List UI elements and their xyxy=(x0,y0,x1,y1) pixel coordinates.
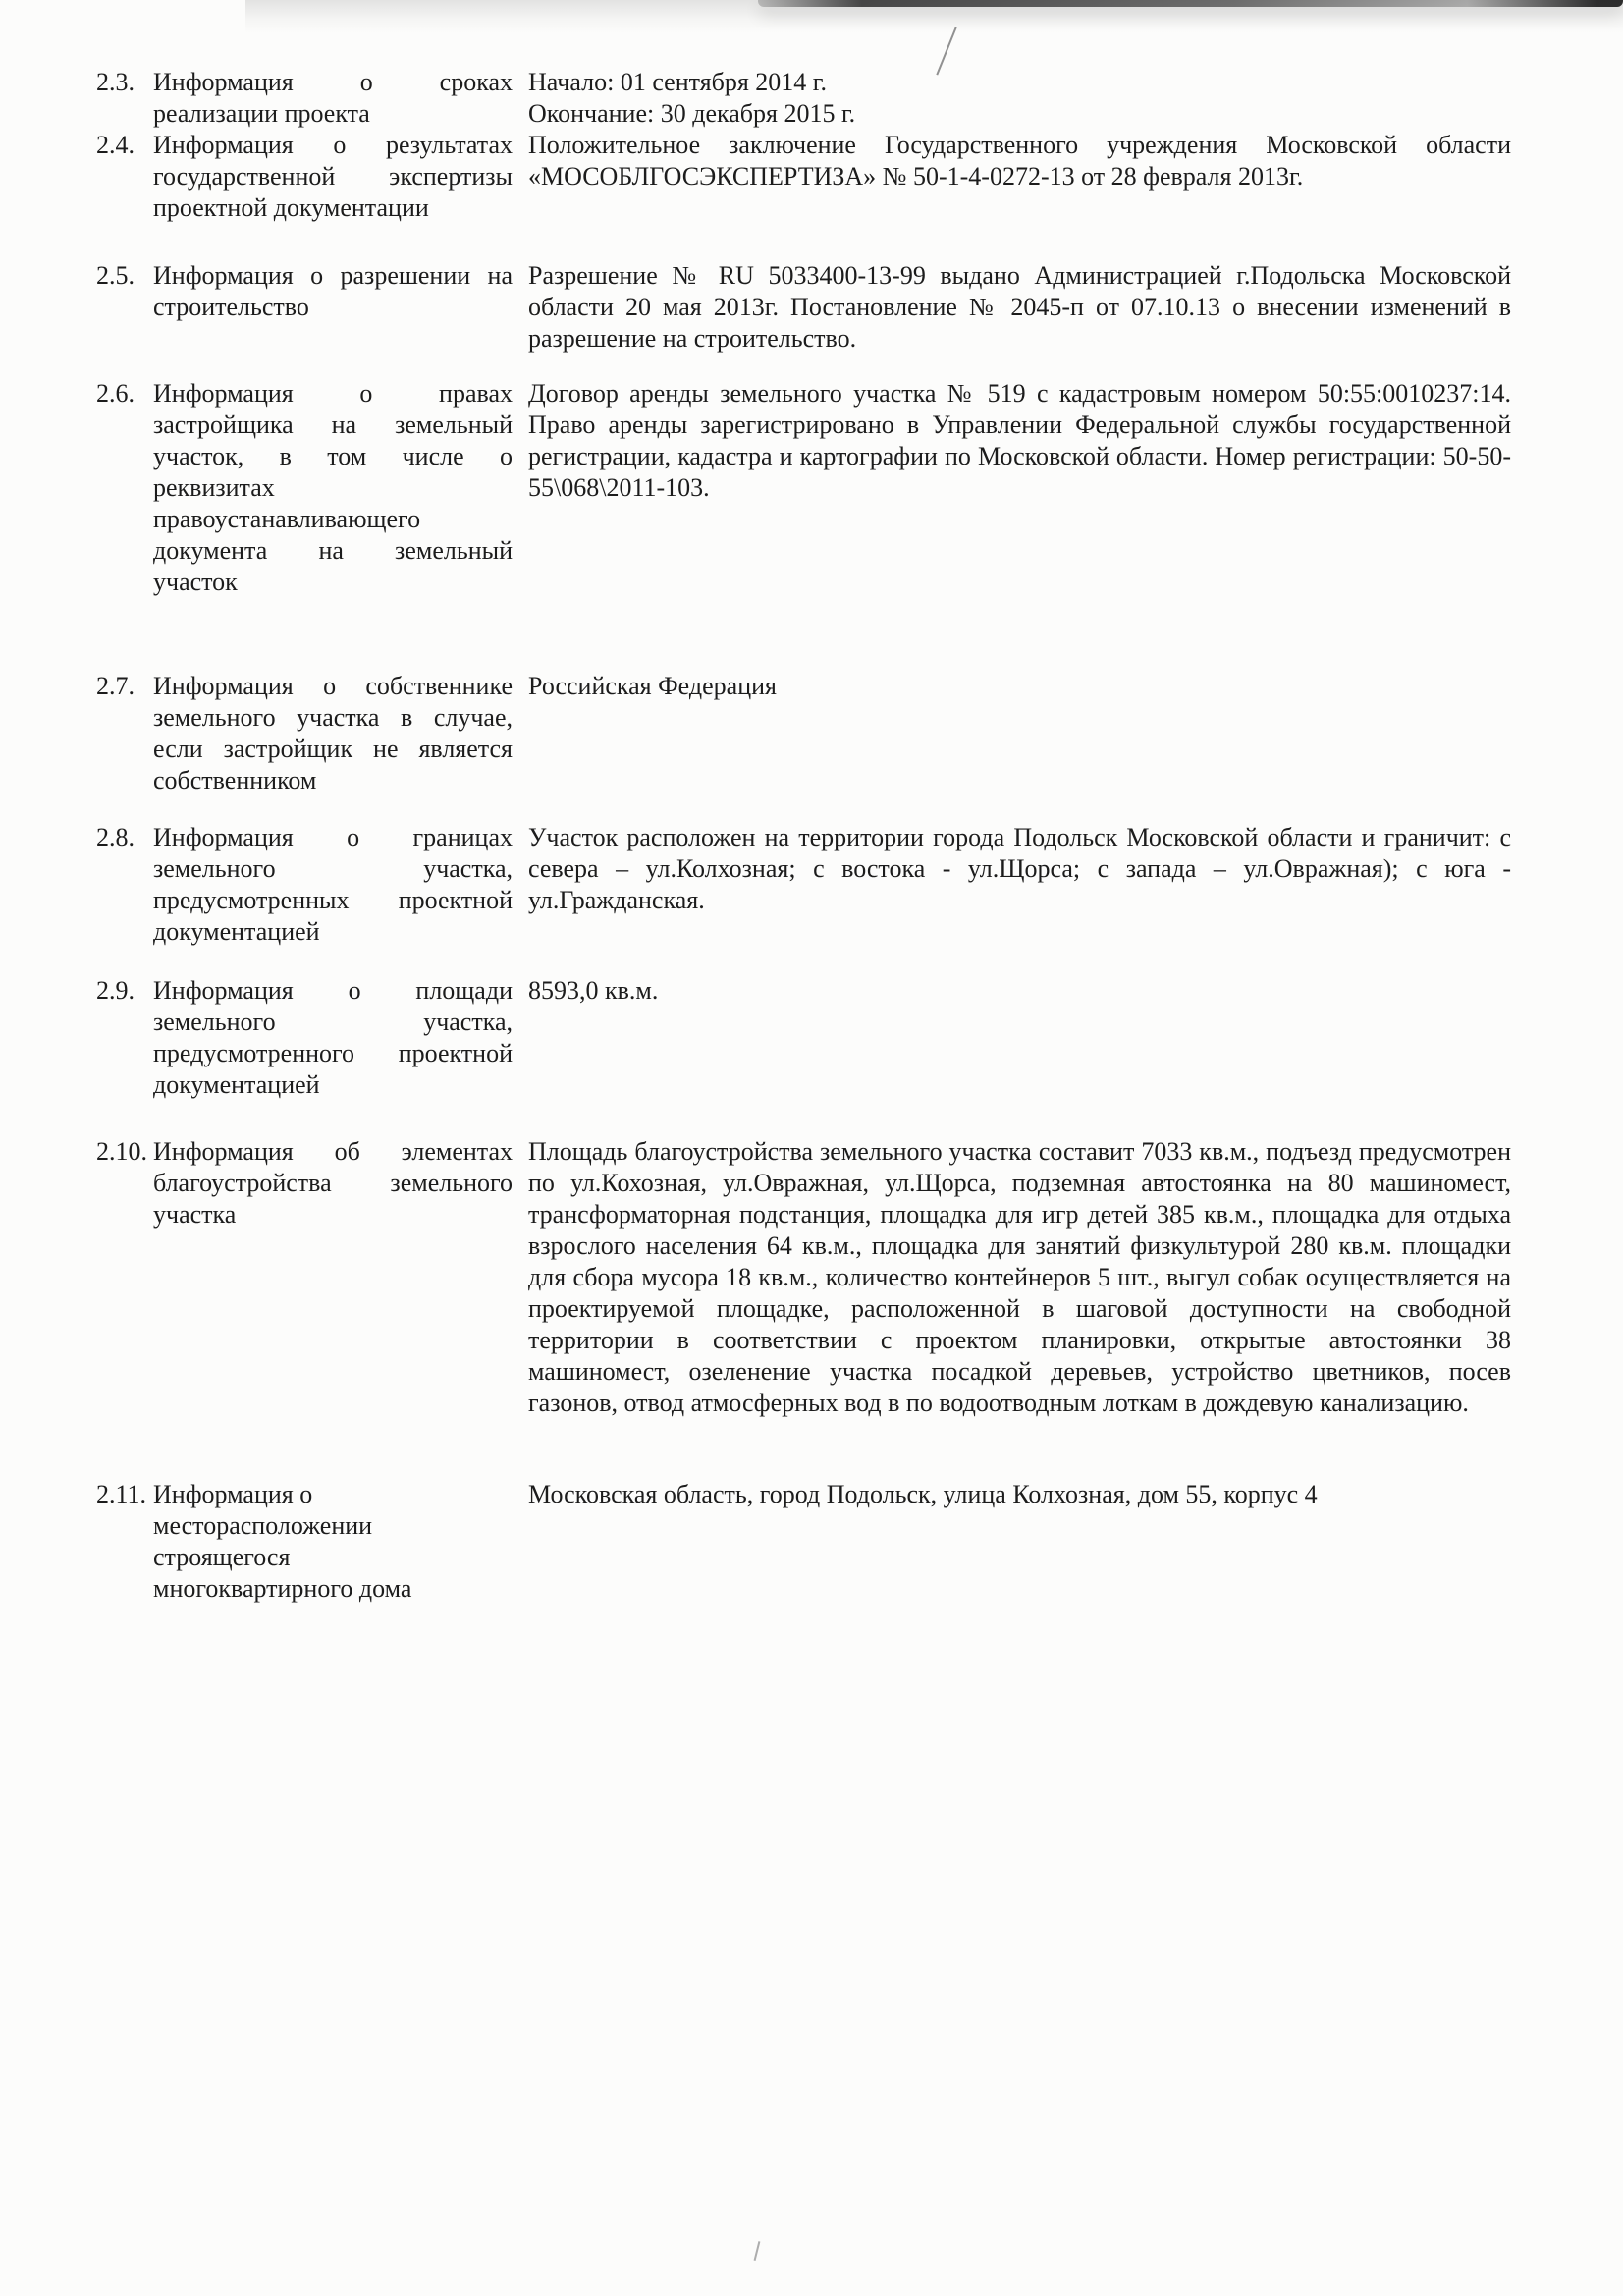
table-row xyxy=(96,671,1525,796)
value-line: Положительное заключение Государственного учреждения Московской области «МОСОБЛГОСЭКСПЕРТИЗА» № 50-1-4-0272-13 от 28 февраля 2013г. xyxy=(528,131,1511,191)
row-value xyxy=(528,822,1511,916)
table-row xyxy=(96,130,1525,224)
table-row xyxy=(96,67,1525,130)
row-value xyxy=(528,378,1511,504)
row-label: Информация о правах застройщика на земельный участок, в том числе о реквизитах правоустанавливающего документа на земельный участок xyxy=(153,379,513,596)
table-row xyxy=(96,975,1525,1101)
row-number: 2.4. xyxy=(96,131,135,159)
row-number: 2.6. xyxy=(96,379,135,408)
row-label: Информация об элементах благоустройства земельного участка xyxy=(153,1137,513,1229)
row-value xyxy=(528,671,1511,702)
row-number: 2.7. xyxy=(96,672,135,700)
row-label: Информация о площади земельного участка, предусмотренного проектной документацией xyxy=(153,976,513,1099)
row-label: Информация о разрешении на строительство xyxy=(153,261,513,321)
table-row xyxy=(96,1136,1525,1419)
value-line: Московская область, город Подольск, улица Колхозная, дом 55, корпус 4 xyxy=(528,1480,1318,1508)
row-label: Информация о месторасположении строящегося многоквартирного дома xyxy=(153,1480,412,1603)
row-value xyxy=(528,130,1511,192)
value-line: Окончание: 30 декабря 2015 г. xyxy=(528,99,856,128)
table-row xyxy=(96,822,1525,948)
row-number: 2.3. xyxy=(96,68,135,96)
row-label: Информация о границах земельного участка, предусмотренных проектной документацией xyxy=(153,823,513,946)
value-line: Начало: 01 сентября 2014 г. xyxy=(528,68,828,96)
declaration-table xyxy=(96,67,1525,1605)
row-value xyxy=(528,260,1511,355)
table-row xyxy=(96,378,1525,598)
row-value xyxy=(528,1479,1511,1510)
table-row xyxy=(96,260,1525,355)
row-number: 2.10. xyxy=(96,1137,147,1166)
table-row xyxy=(96,1479,1525,1605)
row-label: Информация о собственнике земельного участка в случае, если застройщик не является собственником xyxy=(153,672,513,794)
row-label: Информация о результатах государственной экспертизы проектной документации xyxy=(153,131,513,222)
value-line: Российская Федерация xyxy=(528,672,777,700)
value-line: Участок расположен на территории города Подольск Московской области и граничит: с севера – ул.Колхозная; с востока - ул.Щорса; с запада – ул.Овражная); с юга - ул.Гражданская. xyxy=(528,823,1511,914)
value-line: Площадь благоустройства земельного участка составит 7033 кв.м., подъезд предусмотрен по ул.Кохозная, ул.Овражная, ул.Щорса, подземная автостоянка на 80 машиномест, трансформаторная подстанция, площадка для игр детей 385 кв.м., площадка для отдыха взрослого населения 64 кв.м., площадка для занятий физкультурой 280 кв.м. площадки для сбора мусора 18 кв.м., количество контейнеров 5 шт., выгул собак осуществляется на проектируемой площадке, расположенной в шаговой доступности на свободной территории в соответствии с проектом планировки, открытые автостоянки 38 машиномест, озеленение участка посадкой деревьев, устройство цветников, посев газонов, отвод атмосферных вод в по водоотводным лоткам в дождевую канализацию. xyxy=(528,1137,1511,1417)
row-number: 2.5. xyxy=(96,261,135,290)
value-line: 8593,0 кв.м. xyxy=(528,976,659,1005)
row-value xyxy=(528,67,1511,130)
pen-mark-bottom-icon xyxy=(754,2241,760,2261)
scan-edge-strip-artifact xyxy=(758,0,1623,7)
row-number: 2.8. xyxy=(96,823,135,851)
row-number: 2.9. xyxy=(96,976,135,1005)
scan-shadow-artifact xyxy=(245,0,1623,33)
row-number: 2.11. xyxy=(96,1480,147,1508)
row-label: Информация о сроках реализации проекта xyxy=(153,68,513,128)
value-line: Разрешение № RU 5033400-13-99 выдано Администрацией г.Подольска Московской области 20 мая 2013г. Постановление № 2045-п от 07.10.13 о внесении изменений в разрешение на строительство. xyxy=(528,261,1511,353)
row-value xyxy=(528,1136,1511,1419)
value-line: Договор аренды земельного участка № 519 с кадастровым номером 50:55:0010237:14. Право аренды зарегистрировано в Управлении Федеральной службы государственной регистрации, кадастра и картографии по Московской области. Номер регистрации: 50-50-55\068\2011-103. xyxy=(528,379,1511,502)
row-value xyxy=(528,975,1511,1007)
